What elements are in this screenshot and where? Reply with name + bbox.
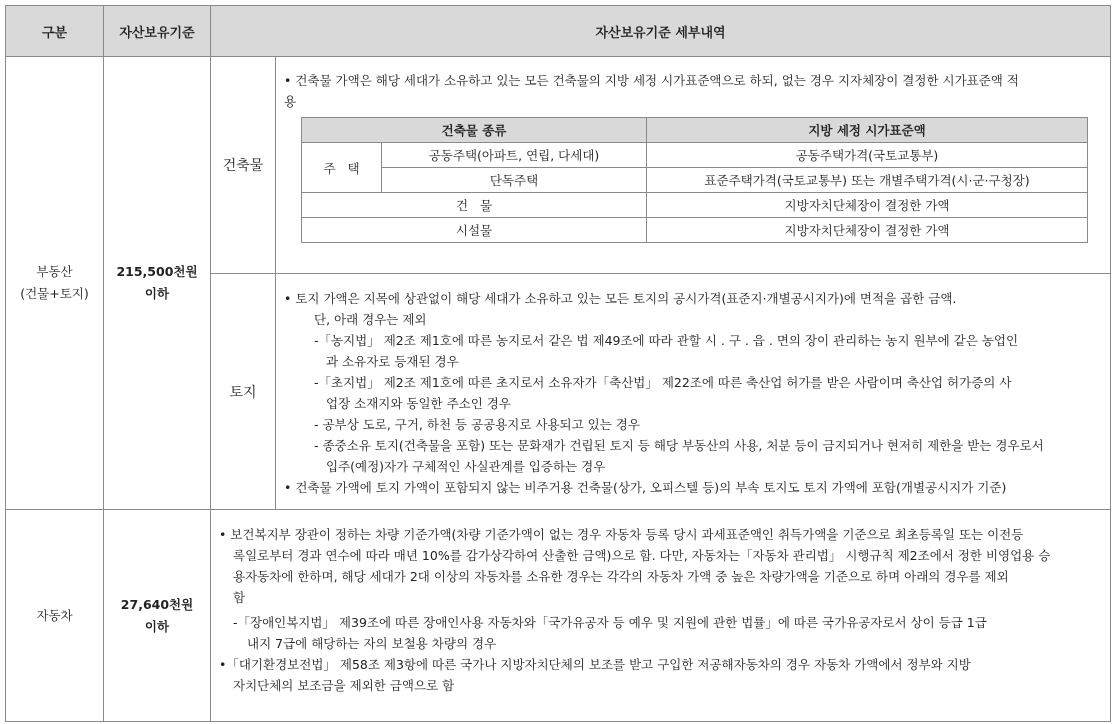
vehicle-line: 함 <box>233 590 246 605</box>
vehicle-row <box>6 510 1111 722</box>
land-line: 단, 아래 경우는 제외 <box>314 312 427 327</box>
vehicle-content <box>211 510 1111 722</box>
vehicle-line: 자치단체의 보조금을 제외한 금액으로 함 <box>233 678 455 693</box>
land-line: 입주(예정)자가 구체적인 사실관계를 입증하는 경우 <box>326 459 606 474</box>
building-content <box>276 57 1111 274</box>
vehicle-name: 자동차 <box>36 607 73 623</box>
building-type-cell: 단독주택 <box>382 168 647 193</box>
vehicle-line: • 보건복지부 장관이 정하는 차량 기준가액(차량 기준가액이 없는 경우 자동차 등록 당시 과세표준액인 취득가액을 기준으로 최초등록일 또는 이전등 <box>219 527 1024 542</box>
header-row <box>6 6 1111 57</box>
land-line: 과 소유자로 등재된 경우 <box>326 354 459 369</box>
table-row <box>302 168 1088 193</box>
building-type-cell: 시설물 <box>302 218 647 243</box>
vehicle-line: •「대기환경보전법」 제58조 제3항에 따른 국가나 지방자치단체의 보조를 받고 구입한 저공해자동차의 경우 자동차 가액에서 정부와 지방 <box>219 657 971 672</box>
vehicle-standard-amount: 27,640천원 <box>120 596 194 612</box>
vehicle-line: -「장애인복지법」 제39조에 따른 장애인사용 자동차와「국가유공자 등 예우 및 지원에 관한 법률」에 따른 국가유공자로서 상이 등급 1급 <box>233 615 987 630</box>
building-type-header <box>302 118 1088 143</box>
land-line: -「초지법」 제2조 제1호에 따른 초지로서 소유자가「축산법」 제22조에 따른 축산업 허가를 받은 사람이며 축산업 허가증의 사 <box>314 375 1012 390</box>
vehicle-standard-cell <box>104 510 211 722</box>
building-price-cell: 지방자치단체장이 결정한 가액 <box>647 218 1088 243</box>
table-row <box>302 143 1088 168</box>
header-details: 자산보유기준 세부내역 <box>211 6 1111 57</box>
building-row <box>6 57 1111 274</box>
realestate-name: 부동산 <box>36 264 73 279</box>
land-line: -「농지법」 제2조 제1호에 따른 농지로서 같은 법 제49조에 따라 관할 시 . 구 . 읍 . 면의 장이 관리하는 농지 원부에 같은 농업인 <box>314 333 1019 348</box>
land-line: - 공부상 도로, 구거, 하천 등 공공용지로 사용되고 있는 경우 <box>314 417 640 432</box>
realestate-name-sub: (건물+토지) <box>20 286 89 301</box>
realestate-standard-suffix: 이하 <box>144 286 170 301</box>
realestate-standard-amount: 215,500천원 <box>116 264 198 279</box>
building-type-cell: 건 물 <box>302 193 647 218</box>
building-price-cell: 지방자치단체장이 결정한 가액 <box>647 193 1088 218</box>
realestate-standard-cell <box>104 57 211 510</box>
vehicle-line: 내지 7급에 해당하는 자의 보철용 차량의 경우 <box>247 636 497 651</box>
building-price-cell: 표준주택가격(국토교통부) 또는 개별주택가격(시·군·구청장) <box>647 168 1088 193</box>
building-price-cell: 공동주택가격(국토교통부) <box>647 143 1088 168</box>
land-line: • 토지 가액은 지목에 상관없이 해당 세대가 소유하고 있는 모든 토지의 공시가격(표준지·개별공시지가)에 면적을 곱한 금액. <box>284 291 957 306</box>
vehicle-standard-suffix: 이하 <box>144 618 170 634</box>
land-line: 업장 소재지와 동일한 주소인 경우 <box>326 396 511 411</box>
header-standard: 자산보유기준 <box>104 6 211 57</box>
building-type-table <box>301 117 1088 243</box>
land-label: 토지 <box>211 274 276 510</box>
vehicle-line: 용자동차에 한하며, 해당 세대가 2대 이상의 자동차를 소유한 경우는 각각의 자동차 가액 중 높은 차량가액을 기준으로 하며 아래의 경우를 제외 <box>233 569 1009 584</box>
housing-label: 주 택 <box>302 143 382 193</box>
building-desc-line: 용 <box>284 94 297 109</box>
table-row <box>302 218 1088 243</box>
land-line: • 건축물 가액에 토지 가액이 포함되지 않는 비주거용 건축물(상가, 오피스텔 등)의 부속 토지도 토지 가액에 포함(개별공시지가 기준) <box>284 480 1007 495</box>
vehicle-category-cell <box>6 510 104 722</box>
land-content <box>276 274 1111 510</box>
building-type-cell: 공동주택(아파트, 연립, 다세대) <box>382 143 647 168</box>
building-desc-line: • 건축물 가액은 해당 세대가 소유하고 있는 모든 건축물의 지방 세정 시가표준액으로 하되, 없는 경우 지자체장이 결정한 시가표준액 적 <box>284 73 1019 88</box>
header-category: 구분 <box>6 6 104 57</box>
land-line: - 종중소유 토지(건축물을 포함) 또는 문화재가 건립된 토지 등 해당 부동산의 사용, 처분 등이 금지되거나 현저히 제한을 받는 경우로서 <box>314 438 1044 453</box>
head-standard-price: 지방 세정 시가표준액 <box>647 118 1088 143</box>
vehicle-line: 록일로부터 경과 연수에 따라 매년 10%를 감가상각하여 산출한 금액)으로 함. 다만, 자동차는「자동차 관리법」 시행규칙 제2조에서 정한 비영업용 승 <box>233 548 1051 563</box>
head-building-type: 건축물 종류 <box>302 118 647 143</box>
asset-standard-table <box>5 5 1111 722</box>
building-label: 건축물 <box>211 57 276 274</box>
table-row <box>302 193 1088 218</box>
realestate-category-cell <box>6 57 104 510</box>
